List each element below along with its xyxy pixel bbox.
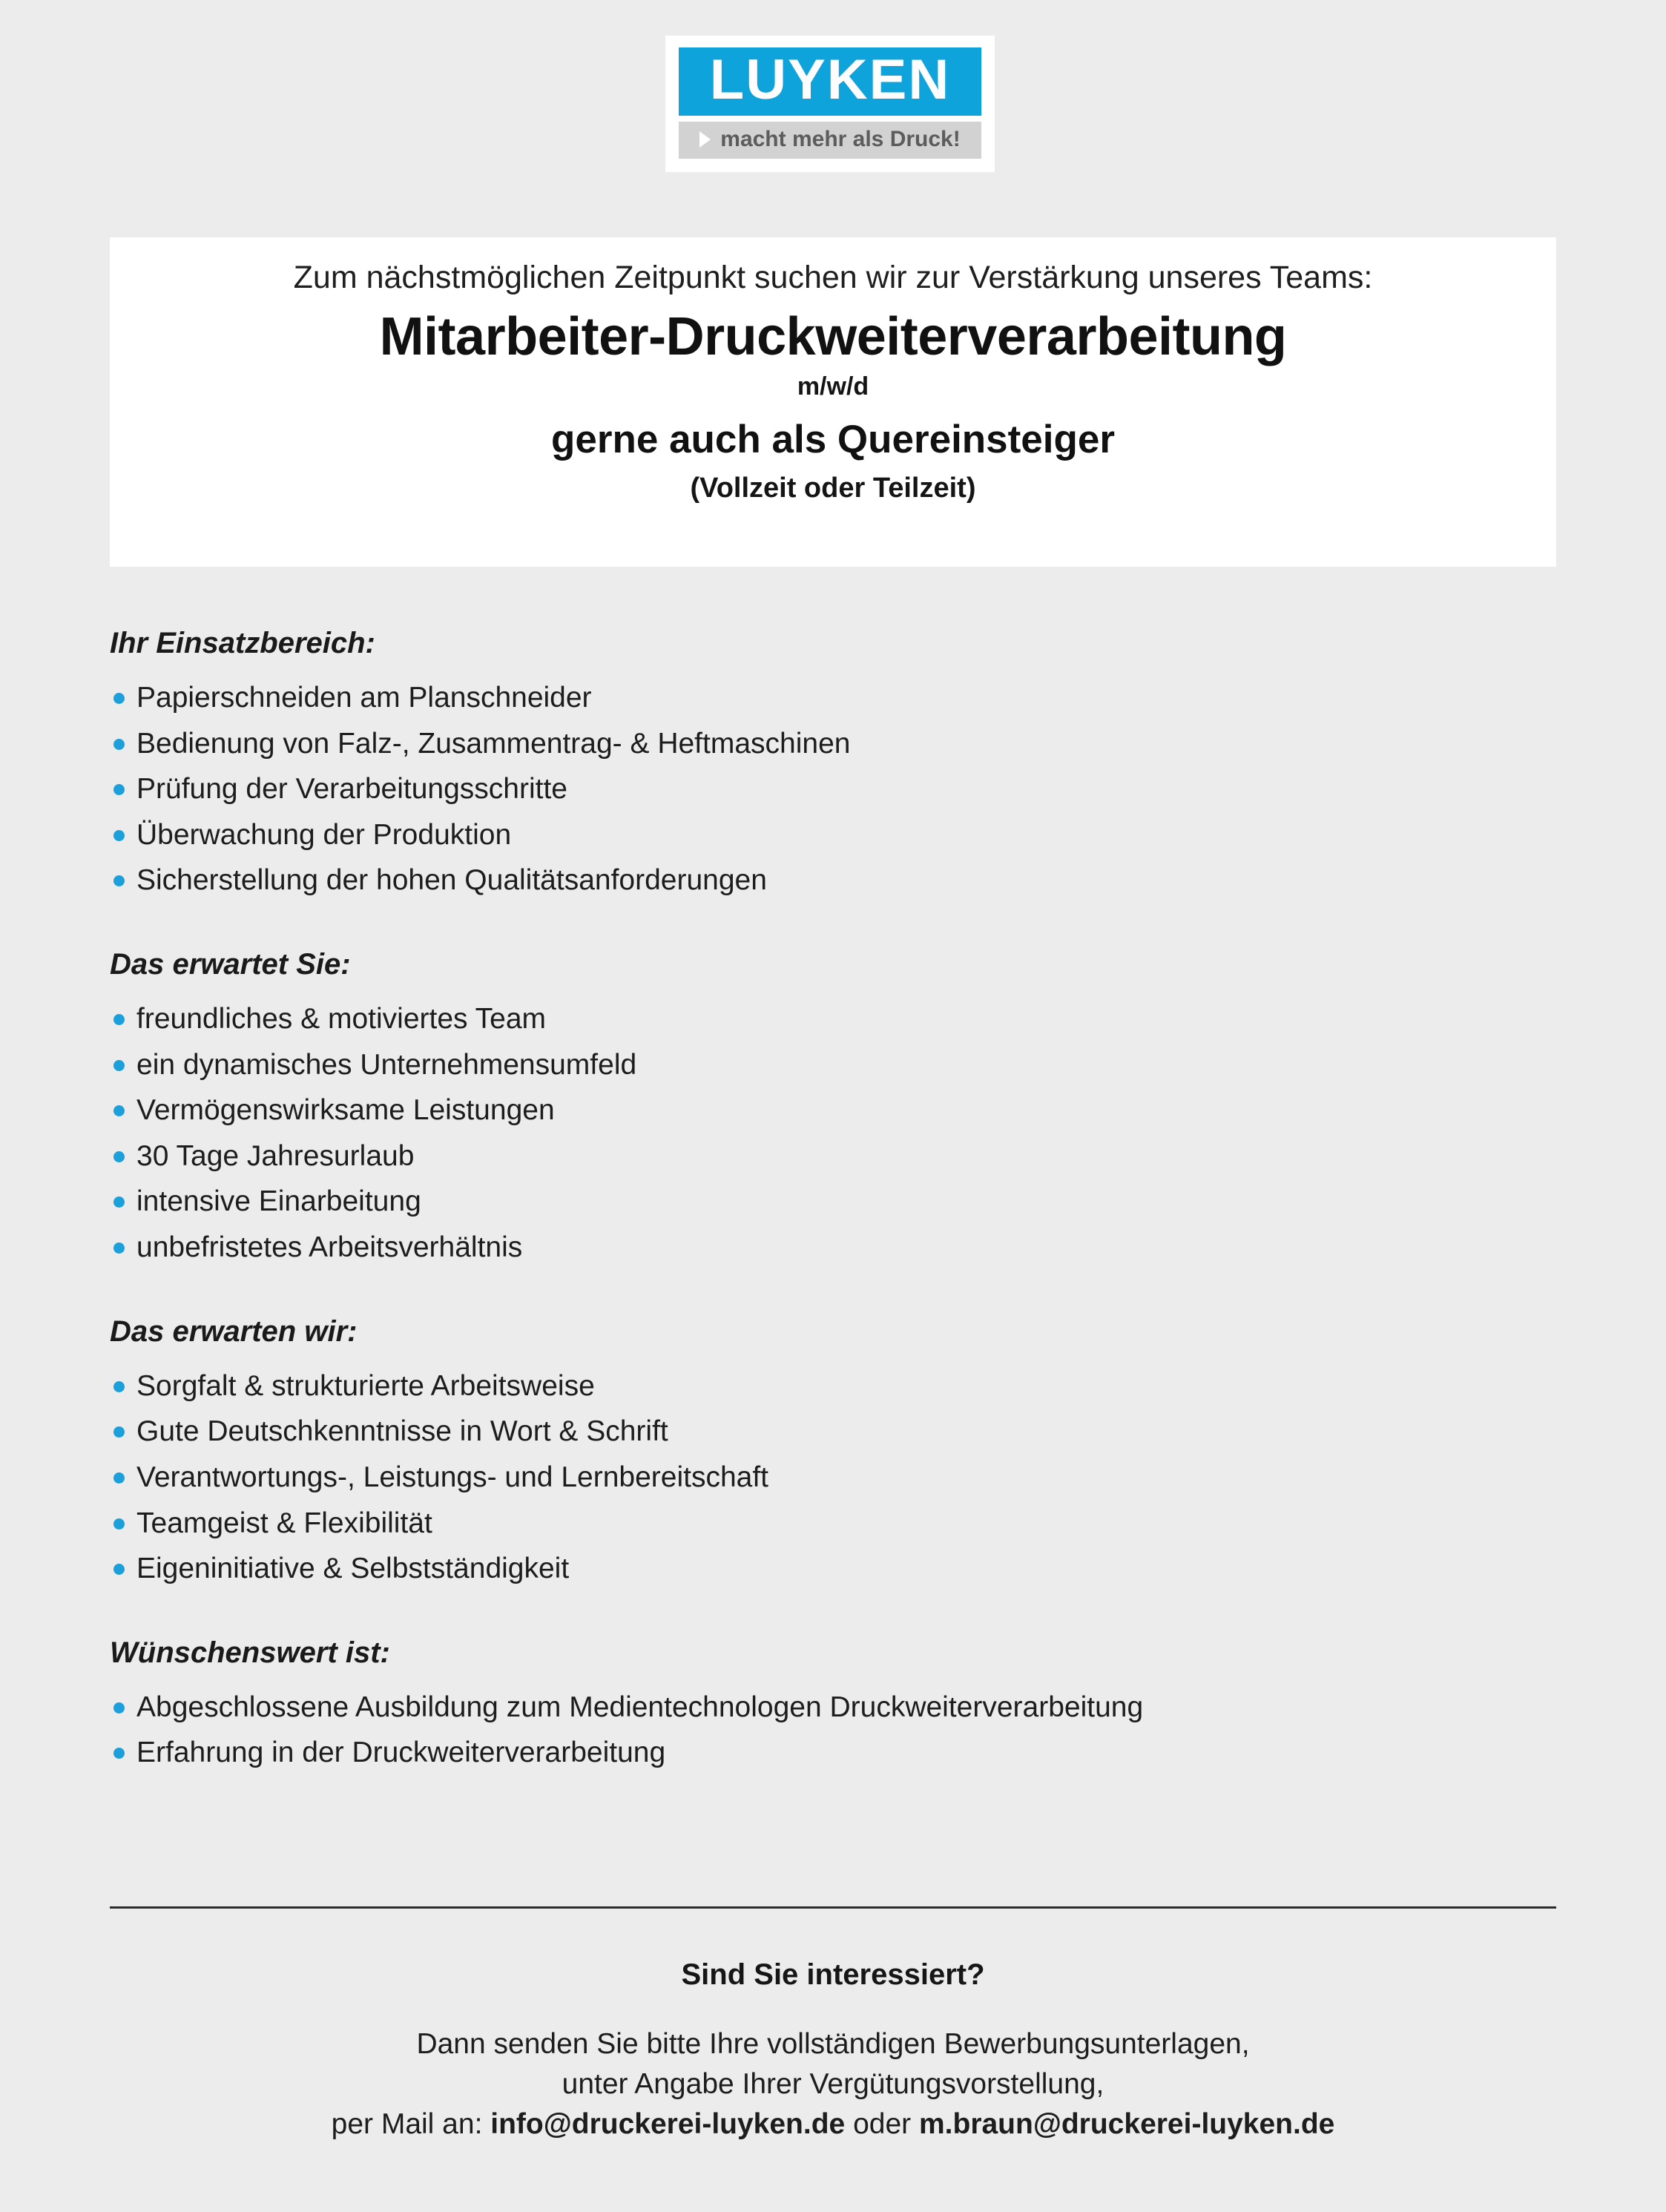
list-item-label: Vermögenswirksame Leistungen [136, 1094, 555, 1127]
section-heading: Das erwartet Sie: [110, 948, 351, 981]
bullet-list [110, 675, 1564, 903]
bullet-dot-icon [113, 693, 125, 704]
bullet-dot-icon [113, 1518, 125, 1530]
bullet-dot-icon [113, 1151, 125, 1162]
footer-line-2: unter Angabe Ihrer Vergütungsvorstellung, [562, 2067, 1104, 2100]
bullet-dot-icon [113, 1426, 125, 1438]
logo-tagline-text: macht mehr als Druck! [720, 127, 961, 151]
logo-wordmark-bar [679, 47, 981, 116]
job-header-box [110, 237, 1556, 567]
list-item [110, 996, 1564, 1042]
list-item-label: Abgeschlossene Ausbildung zum Medientechnologen Druckweiterverarbeitung [136, 1691, 1144, 1723]
list-item [110, 675, 1564, 721]
list-item [110, 812, 1564, 858]
bullet-list [110, 1685, 1564, 1776]
gender-note: m/w/d [797, 372, 869, 401]
list-item-label: 30 Tage Jahresurlaub [136, 1139, 415, 1172]
bullet-dot-icon [113, 1242, 125, 1254]
bullet-dot-icon [113, 1105, 125, 1116]
bullet-dot-icon [113, 1564, 125, 1575]
bullet-dot-icon [113, 1748, 125, 1759]
bullet-dot-icon [113, 1014, 125, 1025]
bullet-dot-icon [113, 830, 125, 841]
list-item-label: Papierschneiden am Planschneider [136, 682, 592, 714]
list-item [110, 721, 1564, 767]
employment-type: (Vollzeit oder Teilzeit) [690, 473, 976, 504]
footer-heading: Sind Sie interessiert? [681, 1958, 985, 1991]
list-item-label: Erfahrung in der Druckweiterverarbeitung [136, 1737, 666, 1769]
list-item [110, 1042, 1564, 1088]
list-item [110, 1363, 1564, 1409]
mail-prefix-label: per Mail an: [331, 2107, 483, 2140]
list-item-label: ein dynamisches Unternehmensumfeld [136, 1048, 637, 1081]
bullet-dot-icon [113, 1472, 125, 1484]
email-link-secondary[interactable]: m.braun@druckerei-luyken.de [918, 2107, 1335, 2140]
list-item-label: Teamgeist & Flexibilität [136, 1507, 432, 1539]
bullet-list [110, 996, 1564, 1271]
list-item [110, 1455, 1564, 1501]
list-item [110, 1225, 1564, 1271]
list-item-label: Eigeninitiative & Selbstständigkeit [136, 1553, 570, 1585]
list-item [110, 1179, 1564, 1225]
footer-contact [110, 1958, 1556, 2144]
play-triangle-icon [699, 131, 711, 148]
list-item-label: Überwachung der Produktion [136, 818, 512, 851]
bullet-dot-icon [113, 1196, 125, 1208]
list-item-label: Verantwortungs-, Leistungs- und Lernbereitschaft [136, 1461, 769, 1493]
logo-wordmark: LUYKEN [709, 48, 951, 111]
list-item-label: Prüfung der Verarbeitungsschritte [136, 773, 568, 806]
footer-mail-line [110, 2104, 1556, 2144]
section-einsatzbereich [110, 627, 1564, 903]
section-wuenschenswert [110, 1636, 1564, 1776]
lead-text: Zum nächstmöglichen Zeitpunkt suchen wir zur Verstärkung unseres Teams: [293, 260, 1373, 295]
list-item [110, 1546, 1564, 1592]
list-item-label: unbefristetes Arbeitsverhältnis [136, 1231, 523, 1264]
list-item-label: Bedienung von Falz-, Zusammentrag- & Heftmaschinen [136, 727, 851, 760]
page-title: Mitarbeiter-Druckweiterverarbeitung [379, 306, 1287, 366]
footer-line-1: Dann senden Sie bitte Ihre vollständigen Bewerbungsunterlagen, [416, 2028, 1250, 2060]
bullet-list [110, 1363, 1564, 1592]
list-item-label: Sorgfalt & strukturierte Arbeitsweise [136, 1369, 595, 1402]
job-subtitle: gerne auch als Quereinsteiger [551, 417, 1115, 461]
bullet-dot-icon [113, 1702, 125, 1714]
list-item-label: Gute Deutschkenntnisse in Wort & Schrift [136, 1415, 668, 1448]
mail-conjunction-label: oder [853, 2107, 912, 2140]
bullet-dot-icon [113, 739, 125, 750]
section-das-erwarten-wir [110, 1315, 1564, 1592]
list-item [110, 1501, 1564, 1547]
list-item-label: freundliches & motiviertes Team [136, 1003, 547, 1036]
job-sections [110, 627, 1564, 1776]
list-item [110, 1685, 1564, 1731]
list-item [110, 1087, 1564, 1133]
company-logo [665, 36, 995, 172]
list-item [110, 1409, 1564, 1455]
section-heading: Das erwarten wir: [110, 1314, 358, 1348]
logo-tagline-bar [679, 122, 981, 159]
bullet-dot-icon [113, 784, 125, 795]
list-item [110, 858, 1564, 903]
email-link-primary[interactable]: info@druckerei-luyken.de [490, 2107, 846, 2140]
list-item [110, 1133, 1564, 1179]
section-das-erwartet-sie [110, 948, 1564, 1271]
list-item-label: intensive Einarbeitung [136, 1185, 421, 1218]
list-item-label: Sicherstellung der hohen Qualitätsanforderungen [136, 864, 767, 897]
section-heading: Wünschenswert ist: [110, 1636, 390, 1669]
footer-divider [110, 1906, 1556, 1909]
bullet-dot-icon [113, 1381, 125, 1392]
list-item [110, 1730, 1564, 1776]
section-heading: Ihr Einsatzbereich: [110, 627, 375, 659]
list-item [110, 766, 1564, 812]
bullet-dot-icon [113, 1060, 125, 1071]
bullet-dot-icon [113, 875, 125, 886]
